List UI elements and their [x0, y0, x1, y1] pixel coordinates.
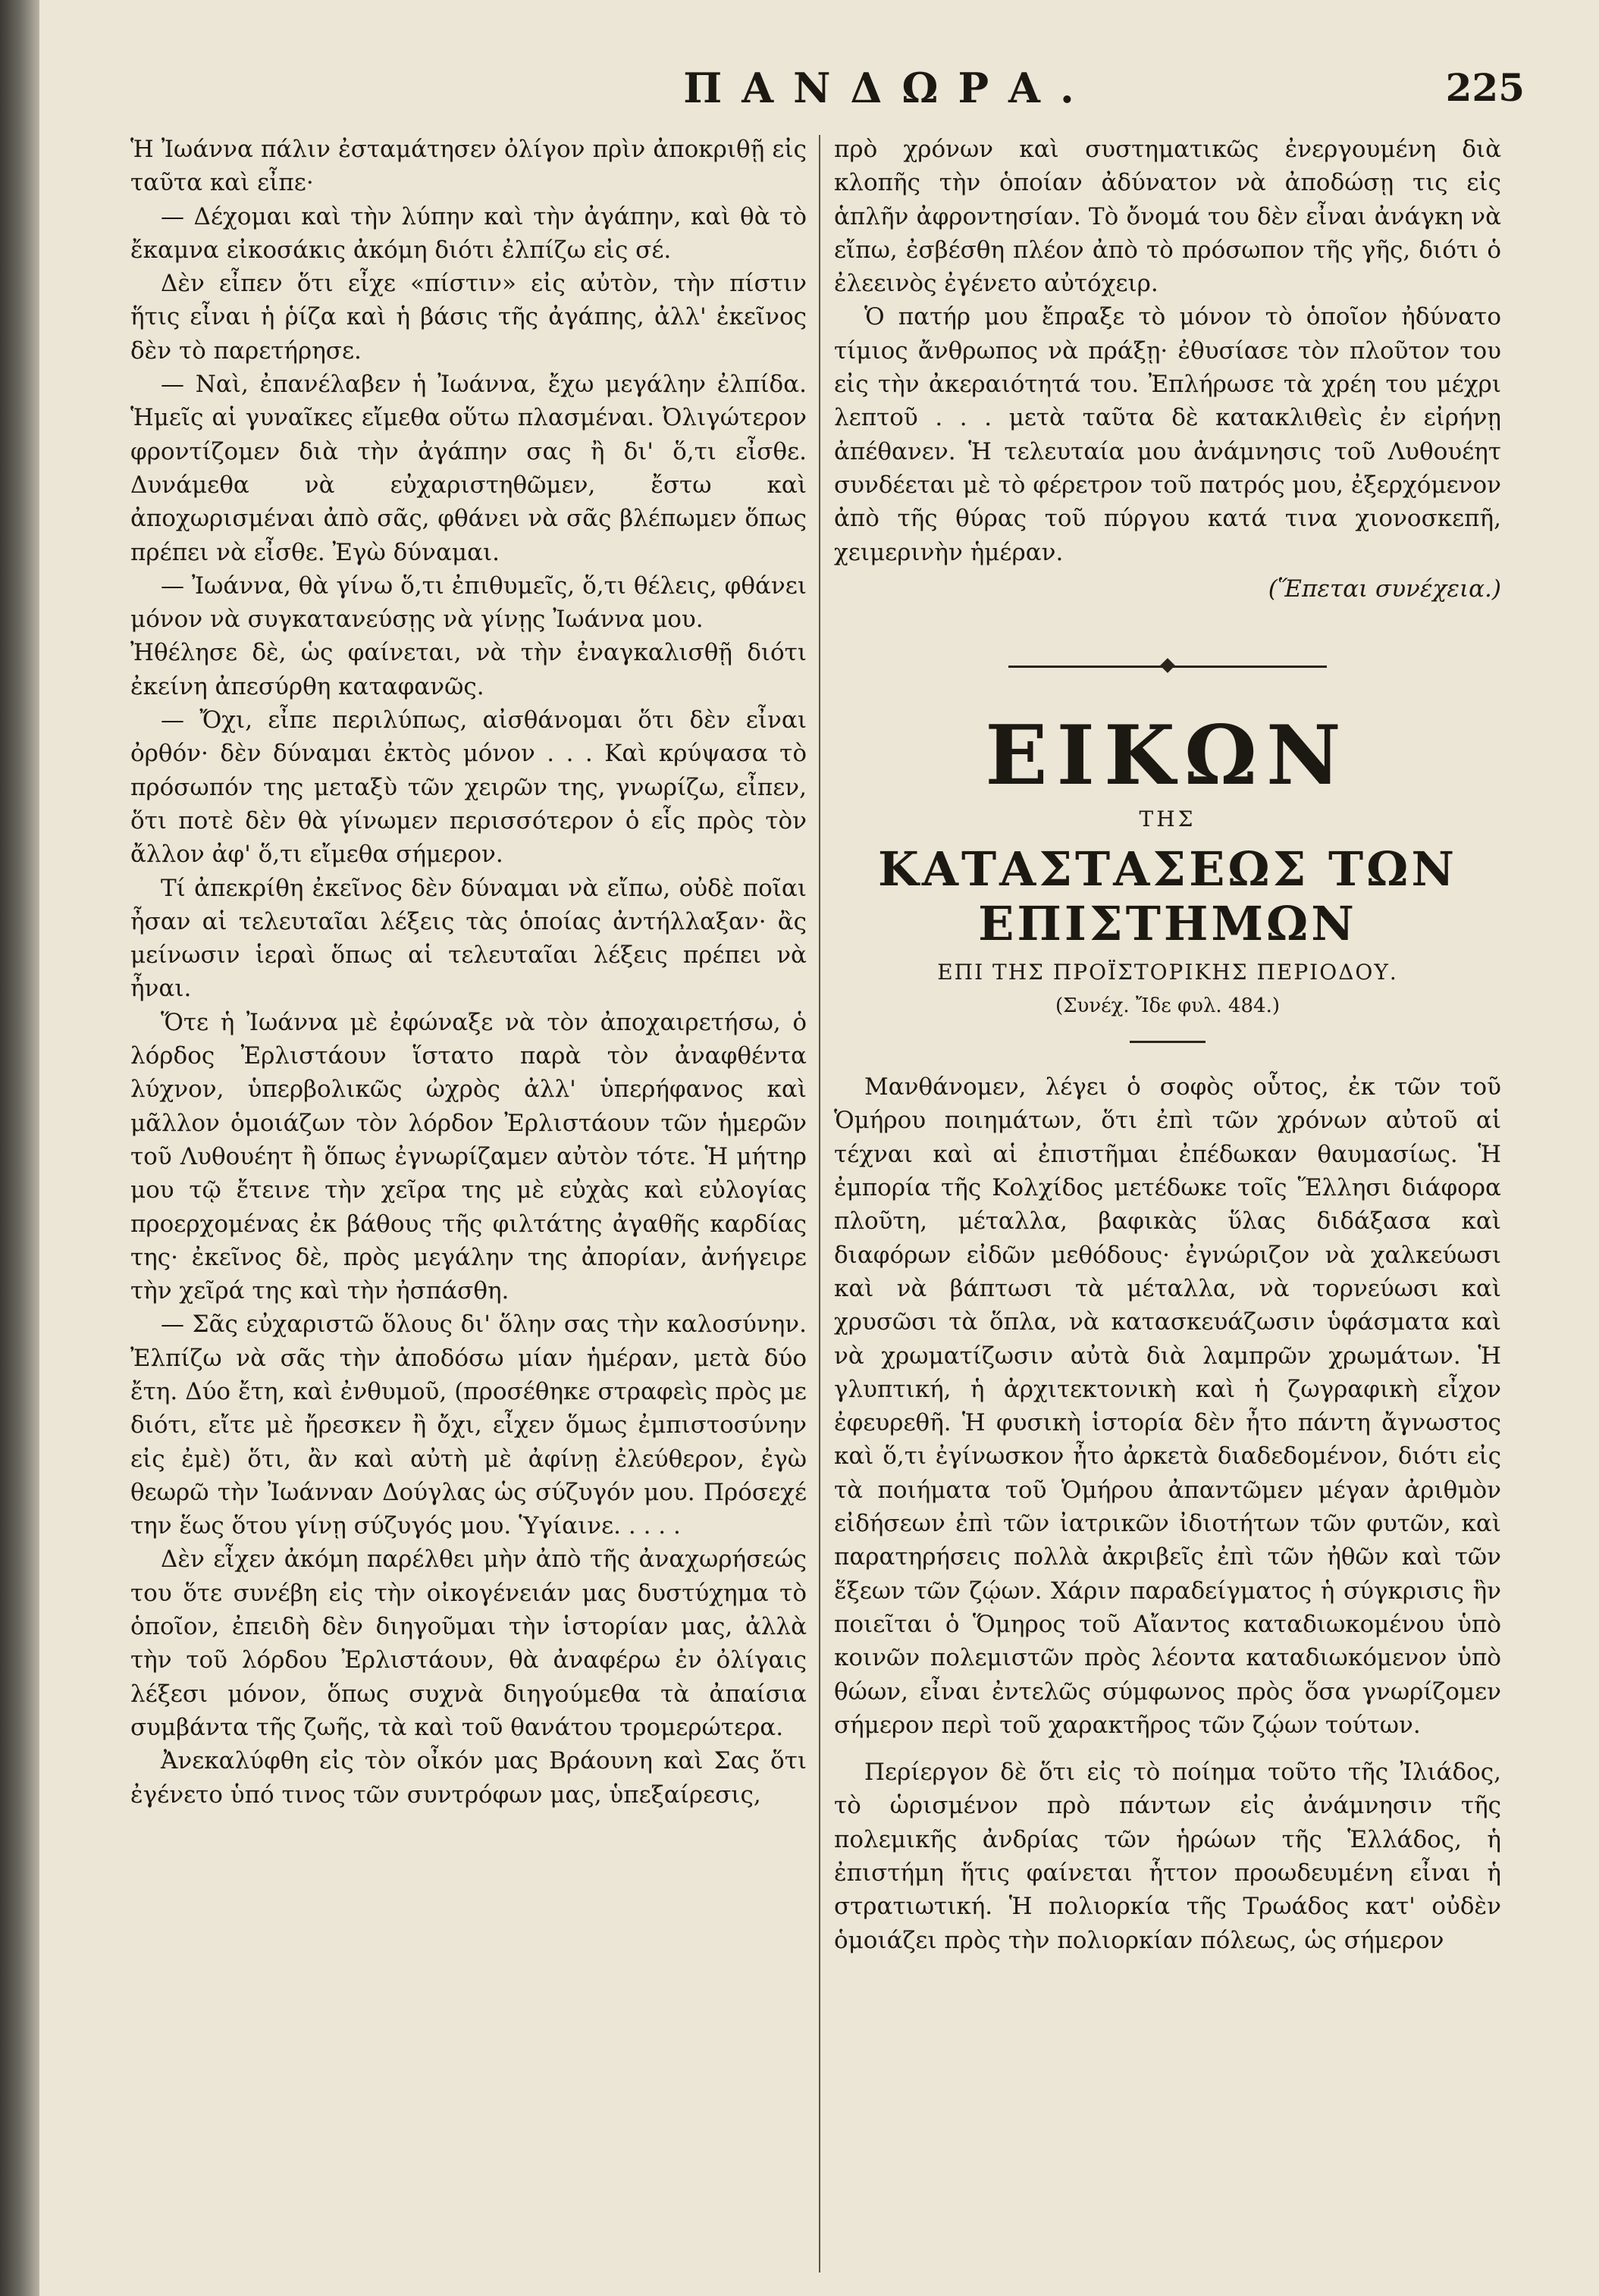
book-binding-shadow	[0, 0, 39, 2296]
paragraph: Μανθάνομεν, λέγει ὁ σοφὸς οὗτος, ἐκ τῶν τοῦ Ὁμήρου ποιημάτων, ὅτι ἐπὶ τῶν χρόνων αὐτοῦ αἱ τέχναι καὶ αἱ ἐπιστῆμαι ἐπέδωκαν θαυμασίως. Ἡ ἐμπορία τῆς Κολχίδος μετέδωκε τοῖς Ἕλλησι διάφορα πλοῦτη, μέταλλα, βαφικὰς ὕλας διδάξασα καὶ διαφόρων εἰδῶν μεθόδους· ἐγνώριζον νὰ χαλκεύωσι καὶ νὰ βάπτωσι τὰ μέταλλα, νὰ τορνεύωσι καὶ χρυσῶσι τὰ ὅπλα, νὰ κατασκευάζωσιν ὑφάσματα καὶ νὰ χρωματίζωσιν αὐτὰ διὰ λαμπρῶν χρωμάτων. Ἡ γλυπτική, ἡ ἀρχιτεκτονικὴ καὶ ἡ ζωγραφικὴ εἶχον ἐφευρεθῆ. Ἡ φυσικὴ ἱστορία δὲν ἦτο πάντη ἄγνωστος καὶ ὅ,τι ἐγίνωσκον ἦτο ἀρκετὰ διαδεδομένον, διότι εἰς τὰ ποιήματα τοῦ Ὁμήρου ἀπαντῶμεν μέγαν ἀριθμὸν εἰδήσεων ἐπὶ τῶν ἰατρικῶν ἰδιοτήτων τῶν φυτῶν, καὶ παρατηρήσεις πολλὰ ἀκριβεῖς ἐπὶ τῶν ἠθῶν καὶ τῶν ἕξεων τῶν ζῴων. Χάριν παραδείγματος ἡ σύγκρισις ἣν ποιεῖται ὁ Ὅμηρος τοῦ Αἴαντος καταδιωκομένου ὑπὸ κοινῶν πολεμιστῶν πρὸς λέοντα καταδιωκόμενον ὑπὸ θώων, εἶναι ἐντελῶς σύμφωνος πρὸς ὅσα γνωρίζομεν σήμερον περὶ τοῦ χαρακτῆρος τῶν ζῴων τούτων.	[834, 1073, 1501, 1739]
paragraph: Τί ἀπεκρίθη ἐκεῖνος δὲν δύναμαι νὰ εἴπω, οὐδὲ ποῖαι ἦσαν αἱ τελευταῖαι λέξεις τὰς ὁποίας ἀντήλλαξαν· ἂς μείνωσιν ἱεραὶ ὅπως αἱ τελευταῖαι λέξεις πρέπει νὰ ἦναι.	[130, 874, 807, 1003]
paragraph: Ἡ Ἰωάννα πάλιν ἐσταμάτησεν ὀλίγον πρὶν ἀποκριθῇ εἰς ταῦτα καὶ εἶπε·	[130, 136, 807, 197]
paragraph: Περίεργον δὲ ὅτι εἰς τὸ ποίημα τοῦτο τῆς Ἰλιάδος, τὸ ὡρισμένον πρὸ πάντων εἰς ἀνάμνησιν τῆς πολεμικῆς ἀνδρίας τῶν ἡρώων τῆς Ἑλλάδος, ἡ ἐπιστήμη ἥτις φαίνεται ἧττον προωδευμένη εἶναι ἡ στρατιωτική. Ἡ πολιορκία τῆς Τρωάδος κατ' οὐδὲν ὁμοιάζει πρὸς τὴν πολιορκίαν πόλεως, ὡς σήμερον	[834, 1759, 1501, 1954]
section-heading: ΚΑΤΑΣΤΑΣΕΩΣ ΤΩΝ ΕΠΙΣΤΗΜΩΝ	[877, 841, 1457, 952]
short-divider-rule	[1130, 1041, 1206, 1043]
paragraph: Ὅτε ἡ Ἰωάννα μὲ ἐφώναξε νὰ τὸν ἀποχαιρετήσω, ὁ λόρδος Ἐρλιστάουν ἵστατο παρὰ τὸν ἀναφθέντα λύχνον, ὑπερβολικῶς ὠχρὸς ἀλλ' ὑπερήφανος καὶ μᾶλλον ὁμοιάζων τὸν λόρδον Ἐρλιστάουν τῶν ἡμερῶν τοῦ Λυθουέητ ἢ ὅπως ἐγνωρίζαμεν αὐτὸν τότε. Ἡ μήτηρ μου τῷ ἔτεινε τὴν χεῖρα της μὲ εὐχὰς καὶ εὐλογίας προερχομένας ἐκ βάθους τῆς φιλτάτης ἀγαθῆς καρδίας της· ἐκεῖνος δὲ, πρὸς μεγάλην της ἀπορίαν, ἀνήγειρε τὴν χεῖρά της καὶ τὴν ἠσπάσθη.	[130, 1008, 807, 1305]
section-subheading: ΕΠΙ ΤΗΣ ΠΡΟΪΣΤΟΡΙΚΗΣ ΠΕΡΙΟΔΟΥ.	[937, 960, 1398, 985]
paragraph: — Ἰωάννα, θὰ γίνω ὅ,τι ἐπιθυμεῖς, ὅ,τι θέλεις, φθάνει μόνον νὰ συγκατανεύσῃς νὰ γίνῃς Ἰωάννα μου.	[130, 572, 807, 634]
paragraph: Δὲν εἶχεν ἀκόμη παρέλθει μὴν ἀπὸ τῆς ἀναχωρήσεώς του ὅτε συνέβη εἰς τὴν οἰκογένειάν μας δυστύχημα τὸ ὁποῖον, ἐπειδὴ δὲν διηγοῦμαι τὴν ἱστορίαν μας, ἀλλὰ τὴν τοῦ λόρδου Ἐρλιστάουν, θὰ ἀναφέρω ἐν ὀλίγαις λέξεσι μόνον, ὅπως συχνὰ διηγούμεθα τὰ ἀπαίσια συμβάντα τῆς ζωῆς, τὰ καὶ τοῦ θανάτου τρομερώτερα.	[130, 1546, 807, 1741]
paragraph: Ἀνεκαλύφθη εἰς τὸν οἶκόν μας Βράουνη καὶ Σας ὅτι ἐγένετο ὑπό τινος τῶν συντρόφων μας, ὑπεξαίρεσις,	[130, 1747, 807, 1809]
paragraph: Δὲν εἶπεν ὅτι εἶχε «πίστιν» εἰς αὐτὸν, τὴν πίστιν ἥτις εἶναι ἡ ῥίζα καὶ ἡ βάσις τῆς ἀγάπης, ἀλλ' ἐκεῖνος δὲν τὸ παρετήρησε.	[130, 270, 807, 365]
section-title: ΕΙΚΩΝ	[985, 708, 1350, 804]
right-column	[834, 133, 1501, 1957]
paragraph: — Δέχομαι καὶ τὴν λύπην καὶ τὴν ἀγάπην, καὶ θὰ τὸ ἔκαμνα εἰκοσάκις ἀκόμη διότι ἐλπίζω εἰς σέ.	[130, 202, 807, 264]
paragraph: πρὸ χρόνων καὶ συστηματικῶς ἐνεργουμένη διὰ κλοπῆς τὴν ὁποίαν ἀδύνατον νὰ ἀποδώσῃ τις εἰς ἁπλῆν ἀφροντησίαν. Τὸ ὄνομά του δὲν εἶναι ἀνάγκη νὰ εἴπω, ἐσβέσθη πλέον ἀπὸ τὸ πρόσωπον τῆς γῆς, διότι ὁ ἐλεεινὸς ἐγένετο αὐτόχειρ.	[834, 136, 1501, 298]
paragraph: — Σᾶς εὐχαριστῶ ὅλους δι' ὅλην σας τὴν καλοσύνην. Ἐλπίζω νὰ σᾶς τὴν ἀποδόσω μίαν ἡμέραν, μετὰ δύο ἔτη. Δύο ἔτη, καὶ ἐνθυμοῦ, (προσέθηκε στραφεὶς πρὸς με διότι, εἴτε μὲ ἤρεσκεν ἢ ὄχι, εἶχεν ὅμως ἐμπιστοσύνην εἰς ἐμὲ) ὅτι, ἂν καὶ αὐτὴ μὲ ἀφίνῃ ἐλεύθερον, ἐγὼ θεωρῶ τὴν Ἰωάνναν Δούγλας ὡς σύζυγόν μου. Πρόσεχέ την ἕως ὅτου γίνῃ σύζυγός μου. Ὑγίαινε. . . . .	[130, 1311, 807, 1540]
paragraph: Ὁ πατήρ μου ἔπραξε τὸ μόνον τὸ ὁποῖον ἠδύνατο τίμιος ἄνθρωπος νὰ πράξῃ· ἐθυσίασε τὸν πλοῦτον του εἰς τὴν ἀκεραιότητά του. Ἐπλήρωσε τὰ χρέη του μέχρι λεπτοῦ . . . μετὰ ταῦτα δὲ κατακλιθεὶς ἐν εἰρήνῃ ἀπέθανεν. Ἡ τελευταία μου ἀνάμνησις τοῦ Λυθουέητ συνδέεται μὲ τὸ φέρετρον τοῦ πατρός μου, ἐξερχόμενον ἀπὸ τῆς θύρας τοῦ πύργου κατά τινα χιονοσκεπῆ, χειμερινὴν ἡμέραν.	[834, 303, 1501, 566]
page-number: 225	[1445, 65, 1525, 110]
paragraph: Ἠθέλησε δὲ, ὡς φαίνεται, νὰ τὴν ἐναγκαλισθῇ διότι ἐκείνη ἀπεσύρθη καταφανῶς.	[130, 639, 807, 700]
section-of: ΤΗΣ	[1139, 807, 1196, 832]
left-column	[130, 133, 807, 1812]
journal-title: ΠΑΝΔΩΡΑ.	[683, 64, 1094, 112]
paragraph: — Ναὶ, ἐπανέλαβεν ἡ Ἰωάννα, ἔχω μεγάλην ἐλπίδα. Ἡμεῖς αἱ γυναῖκες εἴμεθα οὕτω πλασμέναι. Ὀλιγώτερον φροντίζομεν διὰ τὴν ἀγάπην σας ἢ δι' ὅ,τι εἶσθε. Δυνάμεθα νὰ εὐχαριστηθῶμεν, ἔστω καὶ ἀποχωρισμέναι ἀπὸ σᾶς, φθάνει νὰ σᾶς βλέπωμεν ὅπως πρέπει νὰ εἶσθε. Ἐγὼ δύναμαι.	[130, 371, 807, 566]
continuation-note: (Ἕπεται συνέχεια.)	[1268, 575, 1501, 603]
column-divider	[819, 135, 820, 2273]
paragraph: — Ὄχι, εἶπε περιλύπως, αἰσθάνομαι ὅτι δὲν εἶναι ὀρθόν· δὲν δύναμαι ἐκτὸς μόνον . . . Καὶ κρύψασα τὸ πρόσωπόν της μεταξὺ τῶν χειρῶν της, γνωρίζω, εἶπεν, ὅτι ποτὲ δὲν θὰ γίνωμεν περισσότερον ὁ εἷς πρὸς τὸν ἄλλον ἀφ' ὅ,τι εἴμεθα σήμερον.	[130, 706, 807, 869]
divider-ornament-icon	[1160, 658, 1175, 673]
ornamental-divider	[834, 659, 1501, 674]
section-reference-note: (Συνέχ. Ἴδε φυλ. 484.)	[1055, 995, 1280, 1018]
